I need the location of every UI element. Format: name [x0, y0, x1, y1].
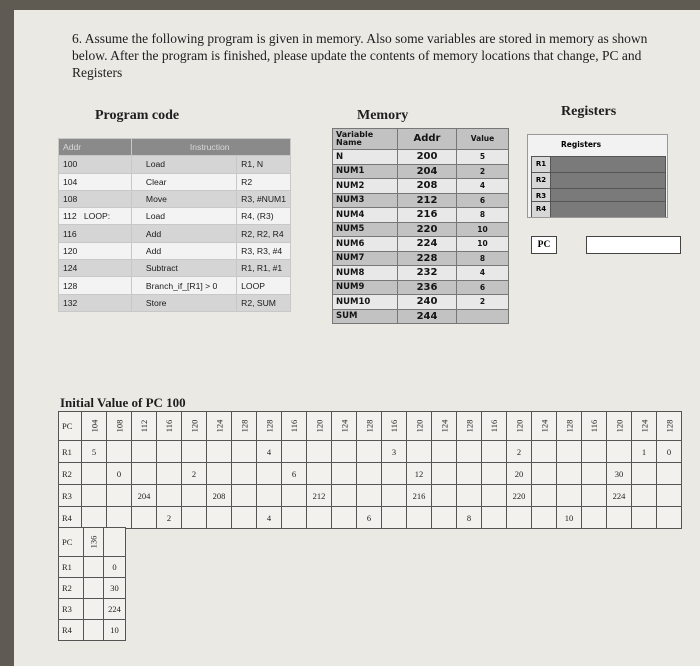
program-op: Load	[131, 208, 236, 225]
program-row	[59, 190, 291, 207]
trace-cell	[657, 485, 682, 507]
trace-cell	[532, 463, 557, 485]
variable-name: NUM7	[333, 251, 398, 266]
trace-cell	[657, 463, 682, 485]
trace-cell	[257, 485, 282, 507]
program-op: Move	[131, 190, 236, 207]
trace-pc-cell: 124	[632, 412, 657, 441]
program-args: R1, R1, #1	[237, 260, 291, 277]
registers-heading: Registers	[561, 104, 617, 119]
trace-pc-cell: 124	[332, 412, 357, 441]
variable-name: NUM5	[333, 222, 398, 237]
registers-box	[527, 134, 668, 218]
variable-name: NUM4	[333, 208, 398, 223]
memory-row	[333, 164, 509, 179]
memory-row	[333, 150, 509, 165]
program-op: Load	[131, 156, 236, 173]
trace-cell	[182, 485, 207, 507]
trace-pc-cell: 112	[132, 412, 157, 441]
memory-row	[333, 222, 509, 237]
instruction-header: Instruction	[131, 139, 290, 156]
trace-pc-cell: 116	[582, 412, 607, 441]
trace-cell: 10	[557, 507, 582, 529]
trace-cell: 1	[632, 441, 657, 463]
program-op: Branch_if_[R1] > 0	[131, 277, 236, 294]
trace-cell: 204	[132, 485, 157, 507]
trace-cell	[232, 507, 257, 529]
trace-cell: 208	[207, 485, 232, 507]
program-args: R1, N	[237, 156, 291, 173]
program-row	[59, 260, 291, 277]
trace-cell	[82, 485, 107, 507]
final-r3-value: 224	[104, 599, 126, 620]
trace-cell	[607, 441, 632, 463]
program-addr: 128	[59, 277, 132, 294]
program-row	[59, 277, 291, 294]
register-r3: R3	[531, 188, 666, 205]
trace-cell	[557, 485, 582, 507]
trace-pc-cell: 108	[107, 412, 132, 441]
memory-addr: 220	[398, 222, 457, 237]
memory-addr: 232	[398, 266, 457, 281]
memory-value: 8	[457, 208, 509, 223]
trace-cell	[232, 463, 257, 485]
memory-value: 10	[457, 237, 509, 252]
trace-cell	[132, 507, 157, 529]
trace-register-label: R4	[59, 507, 82, 529]
trace-cell	[632, 485, 657, 507]
trace-cell	[382, 463, 407, 485]
variable-name: NUM3	[333, 193, 398, 208]
registers-box-title: Registers	[561, 140, 602, 149]
trace-cell: 2	[157, 507, 182, 529]
trace-cell	[357, 485, 382, 507]
variable-name: NUM6	[333, 237, 398, 252]
trace-pc-cell: 104	[82, 412, 107, 441]
memory-row	[333, 309, 509, 324]
program-addr: 132	[59, 294, 132, 311]
trace-cell: 0	[657, 441, 682, 463]
trace-cell	[482, 441, 507, 463]
trace-cell	[507, 507, 532, 529]
mem-addr-header: Addr	[398, 129, 457, 150]
trace-cell	[332, 463, 357, 485]
trace-cell	[207, 463, 232, 485]
trace-cell: 30	[607, 463, 632, 485]
trace-cell	[282, 485, 307, 507]
trace-cell	[582, 441, 607, 463]
trace-cell	[382, 485, 407, 507]
trace-pc-cell: 116	[157, 412, 182, 441]
trace-cell	[407, 441, 432, 463]
trace-cell	[432, 441, 457, 463]
trace-pc-row	[59, 412, 682, 441]
trace-cell	[482, 507, 507, 529]
trace-cell	[82, 507, 107, 529]
final-r2-value: 30	[104, 578, 126, 599]
memory-addr: 228	[398, 251, 457, 266]
trace-pc-cell: 124	[532, 412, 557, 441]
variable-name: SUM	[333, 309, 398, 324]
memory-row	[333, 266, 509, 281]
pc-register-value	[586, 236, 681, 254]
trace-cell	[332, 485, 357, 507]
trace-cell	[282, 507, 307, 529]
trace-register-label: R1	[59, 441, 82, 463]
trace-pc-cell: 120	[607, 412, 632, 441]
trace-cell: 2	[507, 441, 532, 463]
trace-cell	[457, 463, 482, 485]
trace-cell: 224	[607, 485, 632, 507]
trace-register-label: R2	[59, 463, 82, 485]
trace-register-row	[59, 507, 682, 529]
trace-pc-cell: 128	[357, 412, 382, 441]
program-addr: 120	[59, 242, 132, 259]
memory-addr: 200	[398, 150, 457, 165]
trace-cell	[357, 463, 382, 485]
memory-addr: 204	[398, 164, 457, 179]
trace-cell	[357, 441, 382, 463]
variable-name: NUM8	[333, 266, 398, 281]
final-r1-value: 0	[104, 557, 126, 578]
trace-register-row	[59, 441, 682, 463]
register-r4: R4	[531, 201, 666, 217]
program-addr: 104	[59, 173, 132, 190]
question-text: 6. Assume the following program is given in memory. Also some variables are stored in memory as shown below. After the program is finished, please update the contents of memory locations that change, PC and Registers	[72, 31, 648, 80]
trace-pc-cell: 128	[457, 412, 482, 441]
memory-addr: 236	[398, 280, 457, 295]
trace-pc-label: PC	[59, 412, 82, 441]
program-addr: 108	[59, 190, 132, 207]
trace-cell	[582, 485, 607, 507]
trace-cell	[182, 507, 207, 529]
memory-row	[333, 193, 509, 208]
trace-cell	[557, 463, 582, 485]
trace-cell	[457, 441, 482, 463]
trace-cell: 20	[507, 463, 532, 485]
trace-cell	[557, 441, 582, 463]
memory-addr: 208	[398, 179, 457, 194]
program-row	[59, 156, 291, 173]
trace-cell: 12	[407, 463, 432, 485]
program-row	[59, 225, 291, 242]
memory-row	[333, 280, 509, 295]
variable-name: N	[333, 150, 398, 165]
program-args: R2, R2, R4	[237, 225, 291, 242]
trace-cell: 5	[82, 441, 107, 463]
addr-header: Addr	[59, 139, 132, 156]
memory-addr: 240	[398, 295, 457, 310]
program-op: Store	[131, 294, 236, 311]
memory-value: 4	[457, 266, 509, 281]
memory-value: 5	[457, 150, 509, 165]
memory-row	[333, 295, 509, 310]
value-header: Value	[457, 129, 509, 150]
memory-table	[332, 128, 509, 324]
program-addr: 124	[59, 260, 132, 277]
trace-pc-cell: 128	[232, 412, 257, 441]
register-r2: R2	[531, 172, 666, 189]
trace-pc-cell: 120	[507, 412, 532, 441]
program-args: R2	[237, 173, 291, 190]
trace-pc-cell: 120	[307, 412, 332, 441]
trace-cell: 6	[282, 463, 307, 485]
trace-cell: 4	[257, 441, 282, 463]
trace-cell: 8	[457, 507, 482, 529]
trace-cell	[407, 507, 432, 529]
trace-pc-cell: 116	[282, 412, 307, 441]
trace-cell: 6	[357, 507, 382, 529]
trace-cell	[432, 485, 457, 507]
trace-cell	[282, 441, 307, 463]
memory-row	[333, 251, 509, 266]
memory-addr: 244	[398, 309, 457, 324]
program-op: Add	[131, 225, 236, 242]
memory-value: 4	[457, 179, 509, 194]
trace-pc-cell: 116	[482, 412, 507, 441]
trace-pc-cell: 128	[557, 412, 582, 441]
initial-pc-title: Initial Value of PC 100	[60, 395, 186, 410]
trace-cell: 4	[257, 507, 282, 529]
program-row	[59, 294, 291, 311]
trace-cell	[482, 463, 507, 485]
program-args: LOOP	[237, 277, 291, 294]
program-code-heading: Program code	[95, 108, 180, 123]
trace-register-row	[59, 485, 682, 507]
trace-cell	[532, 507, 557, 529]
trace-cell	[532, 441, 557, 463]
trace-cell	[157, 441, 182, 463]
variable-name: NUM1	[333, 164, 398, 179]
program-row	[59, 242, 291, 259]
trace-cell	[132, 463, 157, 485]
memory-addr: 224	[398, 237, 457, 252]
trace-cell: 216	[407, 485, 432, 507]
trace-cell	[582, 463, 607, 485]
program-args: R3, #NUM1	[237, 190, 291, 207]
program-op: Clear	[131, 173, 236, 190]
trace-cell	[432, 463, 457, 485]
trace-pc-cell: 124	[432, 412, 457, 441]
trace-cell	[157, 463, 182, 485]
final-r4-value: 10	[104, 620, 126, 641]
trace-cell: 212	[307, 485, 332, 507]
final-pc-value: 136	[84, 528, 104, 557]
trace-cell: 3	[382, 441, 407, 463]
memory-value: 2	[457, 164, 509, 179]
program-code-table	[58, 138, 291, 312]
program-row	[59, 208, 291, 225]
variable-name: NUM9	[333, 280, 398, 295]
variable-name: NUM10	[333, 295, 398, 310]
trace-cell	[657, 507, 682, 529]
trace-cell	[232, 441, 257, 463]
trace-cell	[582, 507, 607, 529]
final-state-table: PC 136 R1 0 R2 30 R3 224 R4 10	[58, 527, 126, 641]
trace-register-row	[59, 463, 682, 485]
trace-pc-cell: 128	[257, 412, 282, 441]
program-addr: 112 LOOP:	[59, 208, 132, 225]
memory-row	[333, 208, 509, 223]
trace-cell	[257, 463, 282, 485]
program-addr: 116	[59, 225, 132, 242]
final-pc-label: PC	[59, 528, 84, 557]
trace-cell	[207, 441, 232, 463]
trace-cell	[182, 441, 207, 463]
trace-register-label: R3	[59, 485, 82, 507]
trace-cell	[157, 485, 182, 507]
program-args: R2, SUM	[237, 294, 291, 311]
program-op: Add	[131, 242, 236, 259]
trace-cell	[107, 441, 132, 463]
trace-cell	[532, 485, 557, 507]
trace-cell: 0	[107, 463, 132, 485]
trace-cell: 2	[182, 463, 207, 485]
memory-value: 2	[457, 295, 509, 310]
trace-cell	[307, 507, 332, 529]
trace-cell	[382, 507, 407, 529]
trace-cell	[307, 463, 332, 485]
trace-pc-cell: 116	[382, 412, 407, 441]
memory-value: 6	[457, 193, 509, 208]
variable-name-header: Variable Name	[333, 129, 398, 150]
memory-heading: Memory	[357, 108, 409, 123]
trace-pc-cell: 128	[657, 412, 682, 441]
program-args: R3, R3, #4	[237, 242, 291, 259]
program-addr: 100	[59, 156, 132, 173]
trace-cell	[607, 507, 632, 529]
memory-row	[333, 179, 509, 194]
memory-value: 10	[457, 222, 509, 237]
trace-pc-cell: 124	[207, 412, 232, 441]
memory-value: 8	[457, 251, 509, 266]
variable-name: NUM2	[333, 179, 398, 194]
memory-value	[457, 309, 509, 324]
trace-cell	[432, 507, 457, 529]
trace-cell	[107, 485, 132, 507]
memory-addr: 212	[398, 193, 457, 208]
memory-addr: 216	[398, 208, 457, 223]
trace-cell	[207, 507, 232, 529]
execution-trace-table	[58, 411, 682, 529]
trace-pc-cell: 120	[182, 412, 207, 441]
program-row	[59, 173, 291, 190]
program-args: R4, (R3)	[237, 208, 291, 225]
trace-cell	[132, 441, 157, 463]
program-op: Subtract	[131, 260, 236, 277]
register-r1: R1	[531, 156, 666, 173]
trace-cell	[232, 485, 257, 507]
trace-cell	[332, 507, 357, 529]
trace-cell	[482, 485, 507, 507]
trace-cell	[307, 441, 332, 463]
trace-cell	[332, 441, 357, 463]
trace-pc-cell: 120	[407, 412, 432, 441]
trace-cell	[107, 507, 132, 529]
trace-cell	[457, 485, 482, 507]
trace-cell: 220	[507, 485, 532, 507]
memory-value: 6	[457, 280, 509, 295]
memory-row	[333, 237, 509, 252]
trace-cell	[632, 463, 657, 485]
trace-cell	[82, 463, 107, 485]
trace-cell	[632, 507, 657, 529]
